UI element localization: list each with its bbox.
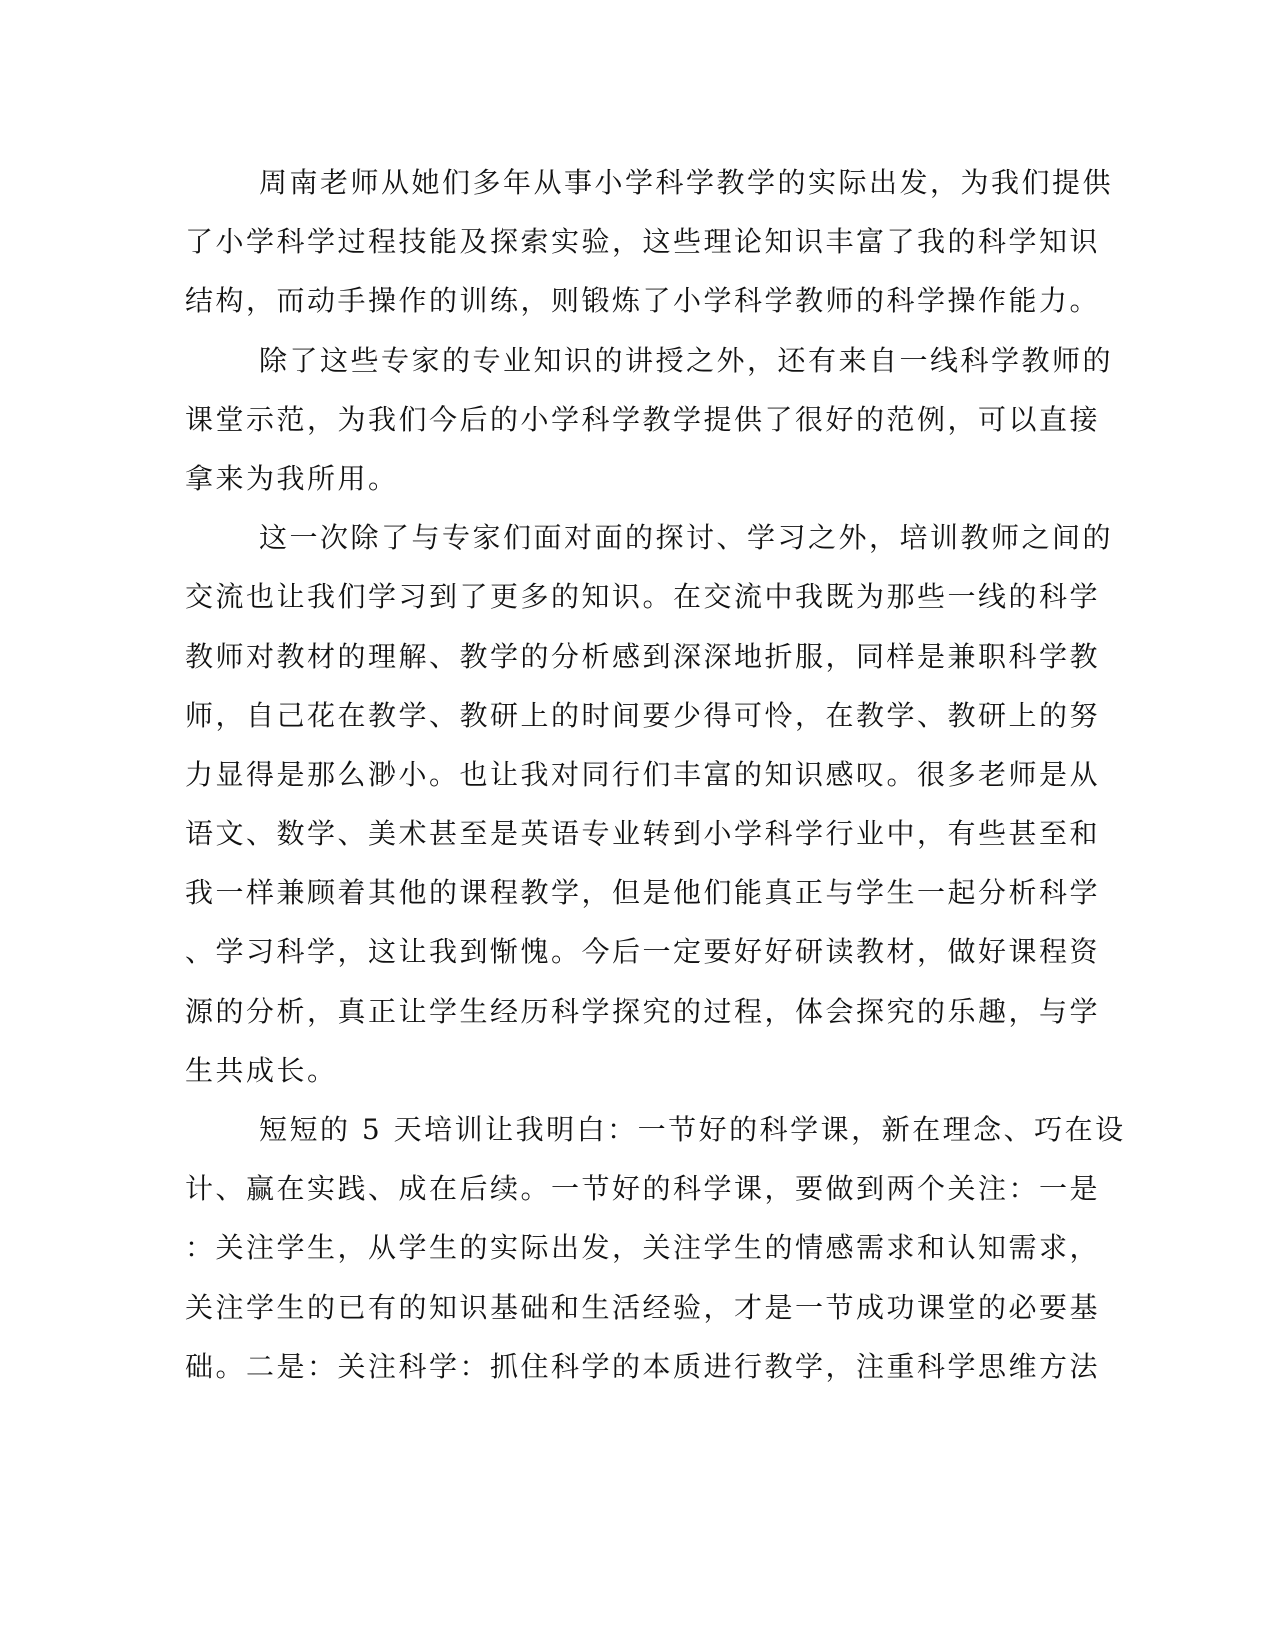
text-line: 周南老师从她们多年从事小学科学教学的实际出发，为我们提供 xyxy=(259,166,1114,199)
text-line: 础。二是：关注科学：抓住科学的本质进行教学，注重科学思维方法 xyxy=(185,1349,1101,1383)
text-line: 结构，而动手操作的训练，则锻炼了小学科学教师的科学操作能力。 xyxy=(185,284,1101,318)
text-line: 拿来为我所用。 xyxy=(185,461,399,495)
text-line: 源的分析，真正让学生经历科学探究的过程，体会探究的乐趣，与学 xyxy=(185,994,1101,1028)
paragraph xyxy=(185,153,1114,331)
text-line: 了小学科学过程技能及探索实验，这些理论知识丰富了我的科学知识 xyxy=(185,225,1101,259)
paragraph xyxy=(185,331,1114,509)
text-line: 、学习科学，这让我到惭愧。今后一定要好好研读教材，做好课程资 xyxy=(185,935,1101,969)
text-line: 师，自己花在教学、教研上的时间要少得可怜，在教学、教研上的努 xyxy=(185,698,1101,732)
text-line: 力显得是那么渺小。也让我对同行们丰富的知识感叹。很多老师是从 xyxy=(185,757,1101,791)
text-line: ：关注学生，从学生的实际出发，关注学生的情感需求和认知需求， xyxy=(185,1231,1101,1265)
text-line: 交流也让我们学习到了更多的知识。在交流中我既为那些一线的科学 xyxy=(185,580,1101,614)
paragraph xyxy=(185,1100,1126,1396)
text-line: 语文、数学、美术甚至是英语专业转到小学科学行业中，有些甚至和 xyxy=(185,817,1101,851)
paragraph xyxy=(185,508,1114,1100)
document-body xyxy=(185,153,1126,1396)
text-line: 除了这些专家的专业知识的讲授之外，还有来自一线科学教师的 xyxy=(259,343,1114,377)
text-line: 关注学生的已有的知识基础和生活经验，才是一节成功课堂的必要基 xyxy=(185,1290,1101,1324)
text-line: 课堂示范，为我们今后的小学科学教学提供了很好的范例，可以直接 xyxy=(185,402,1101,436)
text-line: 生共成长。 xyxy=(185,1053,338,1087)
text-line: 我一样兼顾着其他的课程教学，但是他们能真正与学生一起分析科学 xyxy=(185,876,1101,910)
text-line: 短短的 5 天培训让我明白：一节好的科学课，新在理念、巧在设 xyxy=(259,1113,1126,1146)
text-line: 这一次除了与专家们面对面的探讨、学习之外，培训教师之间的 xyxy=(259,521,1114,555)
text-line: 教师对教材的理解、教学的分析感到深深地折服，同样是兼职科学教 xyxy=(185,639,1101,673)
text-line: 计、赢在实践、成在后续。一节好的科学课，要做到两个关注：一是 xyxy=(185,1172,1101,1206)
